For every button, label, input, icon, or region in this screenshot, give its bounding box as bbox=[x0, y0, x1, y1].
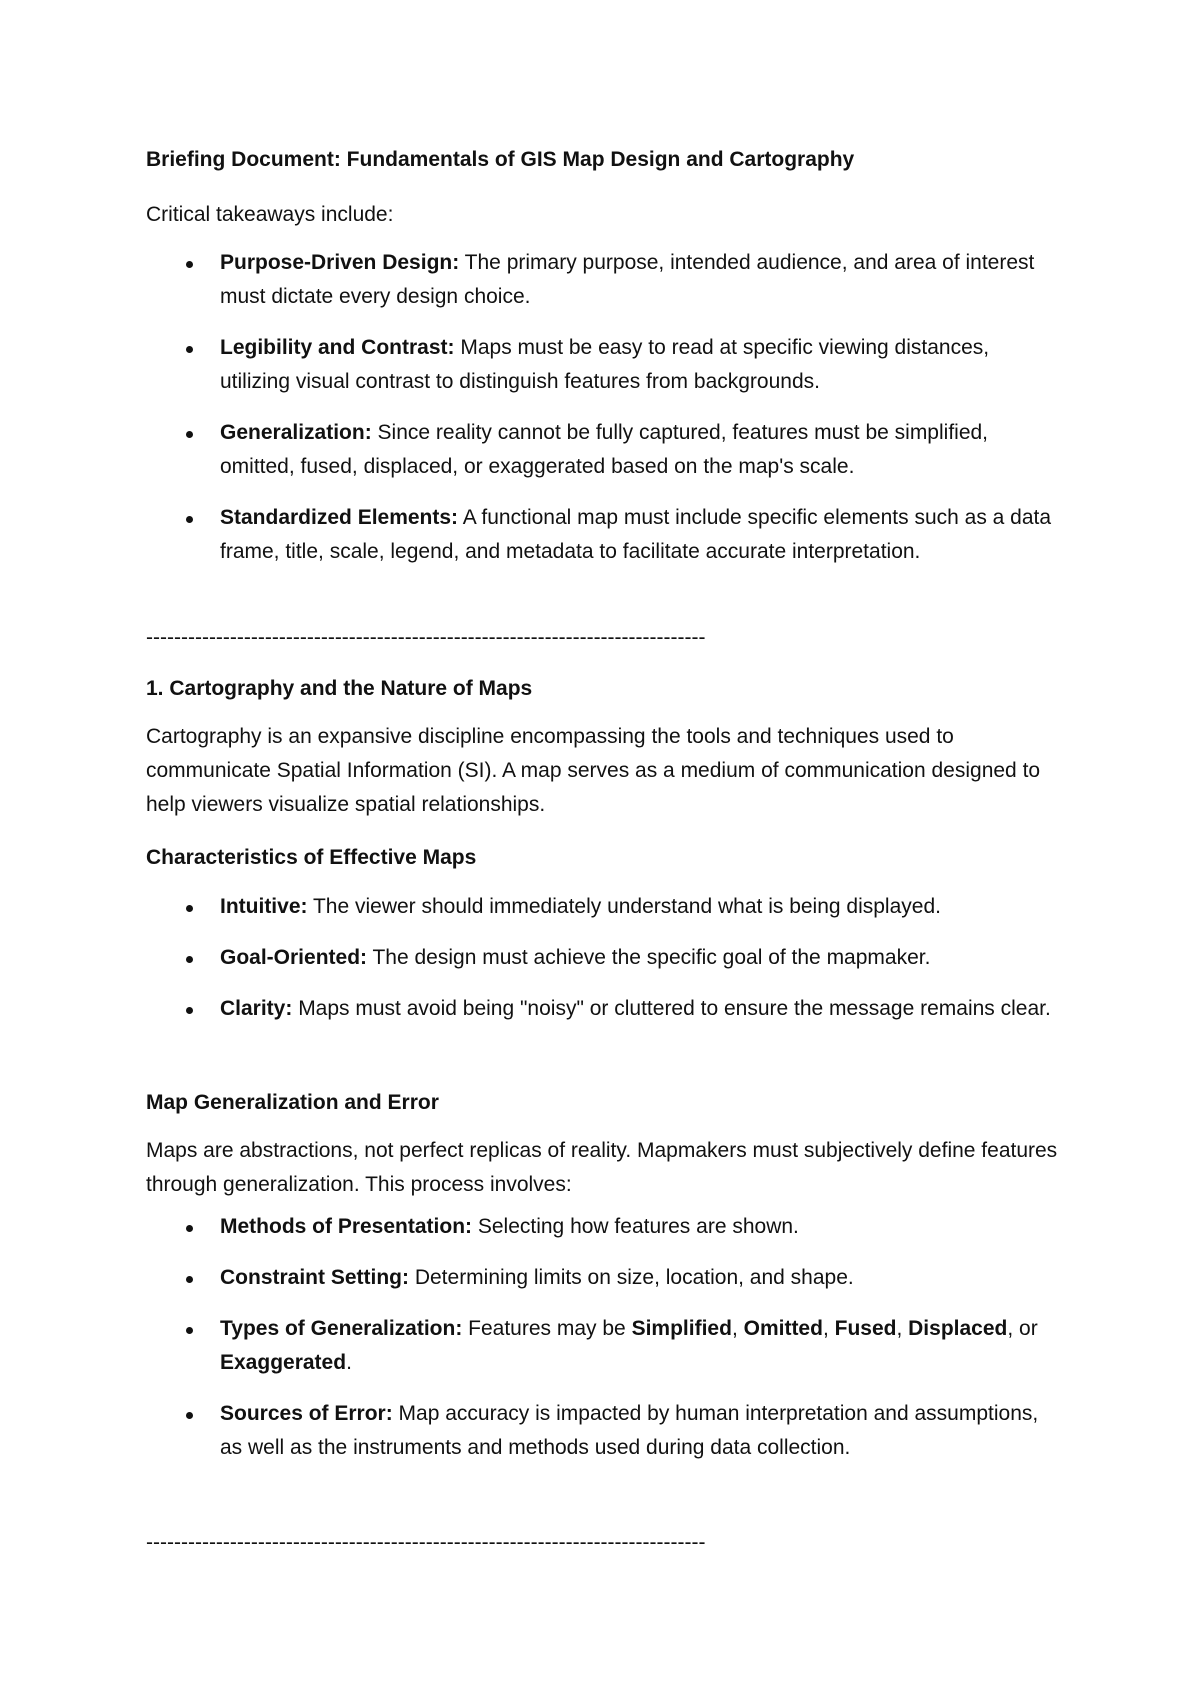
bullet-icon bbox=[186, 1225, 193, 1232]
takeaways-list bbox=[146, 246, 1062, 586]
section-paragraph: Cartography is an expansive discipline encompassing the tools and techniques used to communicate Spatial Information (SI). A map serves as a medium of communication designed to help viewers visualize spatial relationships. bbox=[146, 725, 1041, 816]
bullet-icon bbox=[186, 516, 193, 523]
list-item: Standardized Elements: A functional map must include specific elements such as a data frame, title, scale, legend, and metadata to facilitate accurate interpretation. bbox=[146, 501, 1062, 569]
characteristics-list bbox=[146, 890, 1062, 1043]
list-item: Sources of Error: Map accuracy is impacted by human interpretation and assumptions, as well as the instruments and methods used during data collection. bbox=[146, 1397, 1062, 1465]
bullet-icon bbox=[186, 905, 193, 912]
bullet-icon bbox=[186, 346, 193, 353]
list-item: Clarity: Maps must avoid being "noisy" or cluttered to ensure the message remains clear. bbox=[146, 992, 1062, 1026]
list-item: Purpose-Driven Design: The primary purpose, intended audience, and area of interest must dictate every design choice. bbox=[146, 246, 1062, 314]
bullet-icon bbox=[186, 1276, 193, 1283]
intro-text: Critical takeaways include: bbox=[146, 203, 394, 226]
list-item: Goal-Oriented: The design must achieve the specific goal of the mapmaker. bbox=[146, 941, 1062, 975]
section-divider: -------------------------------------------------------------------------------- bbox=[146, 626, 706, 649]
generalization-list bbox=[146, 1210, 1062, 1482]
list-item: Legibility and Contrast: Maps must be easy to read at specific viewing distances, utilizing visual contrast to distinguish features from backgrounds. bbox=[146, 331, 1062, 399]
bullet-icon bbox=[186, 1412, 193, 1419]
list-item: Types of Generalization: Features may be Simplified, Omitted, Fused, Displaced, or Exaggerated. bbox=[146, 1312, 1062, 1380]
bullet-icon bbox=[186, 1327, 193, 1334]
bullet-icon bbox=[186, 956, 193, 963]
bullet-icon bbox=[186, 431, 193, 438]
list-item: Constraint Setting: Determining limits on size, location, and shape. bbox=[146, 1261, 1062, 1295]
bullet-icon bbox=[186, 1007, 193, 1014]
list-item: Generalization: Since reality cannot be fully captured, features must be simplified, omitted, fused, displaced, or exaggerated based on the map's scale. bbox=[146, 416, 1062, 484]
subsection-paragraph: Maps are abstractions, not perfect replicas of reality. Mapmakers must subjectively define features through generalization. This process involves: bbox=[146, 1139, 1058, 1196]
list-item: Methods of Presentation: Selecting how features are shown. bbox=[146, 1210, 1062, 1244]
bullet-icon bbox=[186, 261, 193, 268]
subsection-heading: Map Generalization and Error bbox=[146, 1091, 439, 1114]
list-item: Intuitive: The viewer should immediately understand what is being displayed. bbox=[146, 890, 1062, 924]
subsection-heading: Characteristics of Effective Maps bbox=[146, 846, 477, 869]
section-heading: 1. Cartography and the Nature of Maps bbox=[146, 677, 533, 700]
section-divider: -------------------------------------------------------------------------------- bbox=[146, 1531, 706, 1554]
document-title: Briefing Document: Fundamentals of GIS Map Design and Cartography bbox=[146, 148, 855, 171]
